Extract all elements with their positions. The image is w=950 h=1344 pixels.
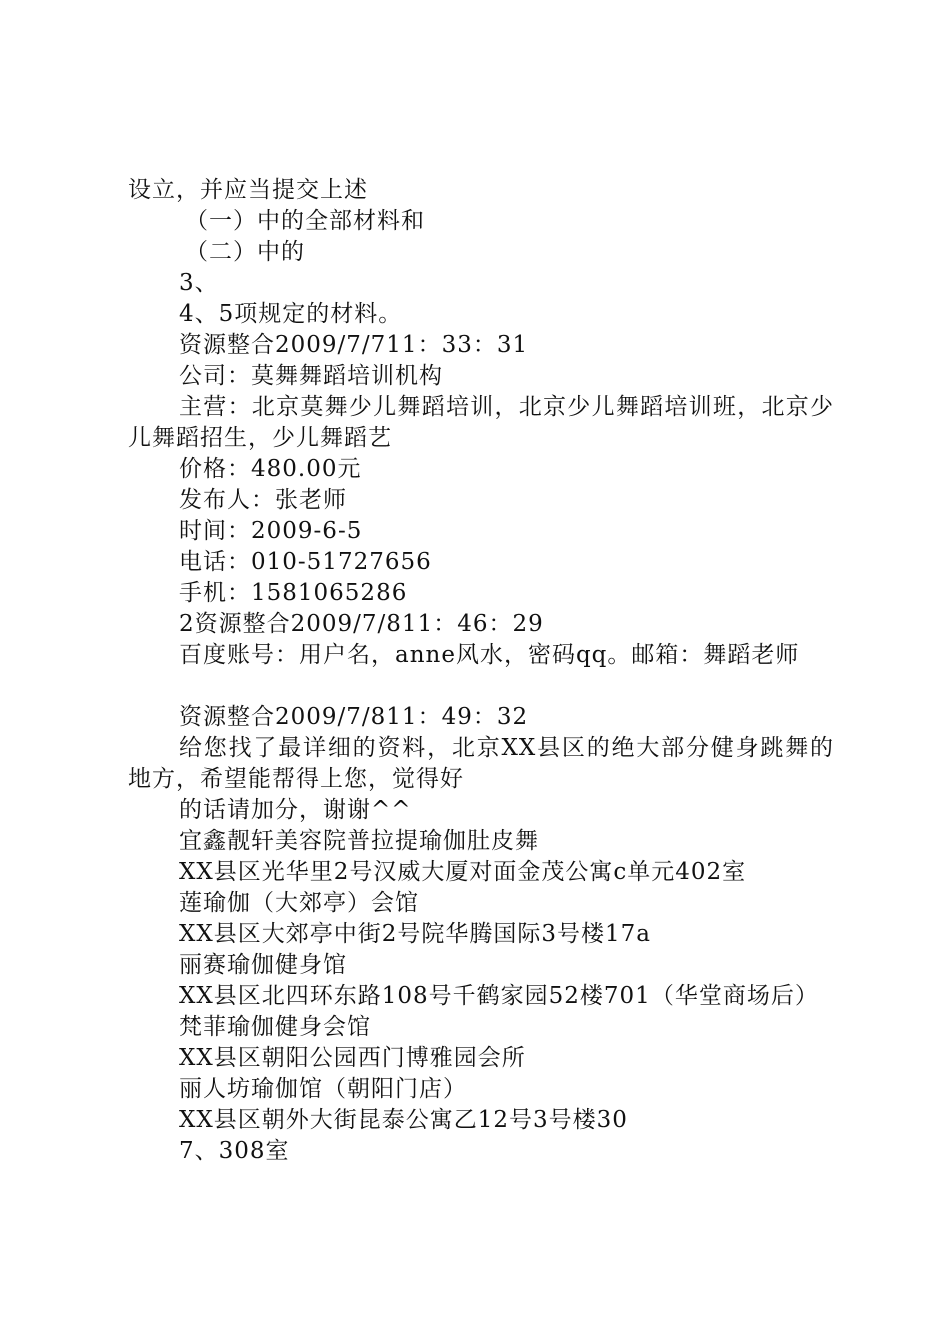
text-line: 设立，并应当提交上述 bbox=[128, 177, 368, 203]
text-line: 梵菲瑜伽健身会馆 bbox=[179, 1014, 371, 1040]
text-line: 丽赛瑜伽健身馆 bbox=[179, 952, 347, 978]
text-line: XX县区朝阳公园西门博雅园会所 bbox=[179, 1045, 526, 1071]
text-line: 手机：1581065286 bbox=[179, 580, 408, 606]
text-line: （一）中的全部材料和 bbox=[185, 208, 425, 234]
text-paragraph: 给您找了最详细的资料，北京XX县区的绝大部分健身跳舞的地方，希望能帮得上您，觉得好 bbox=[128, 735, 834, 792]
document-body bbox=[128, 175, 834, 1167]
text-line: 3、 bbox=[179, 270, 219, 296]
text-paragraph: XX县区北四环东路108号千鹤家园52楼701（华堂商场后） bbox=[179, 983, 819, 1009]
text-line: 价格：480.00元 bbox=[179, 456, 362, 482]
text-line: 百度账号：用户名，anne风水，密码qq。邮箱：舞蹈老师 bbox=[179, 642, 800, 668]
text-line: 7、308室 bbox=[179, 1138, 290, 1164]
text-line: 资源整合2009/7/811：49：32 bbox=[179, 704, 529, 730]
text-line: 宜鑫靓轩美容院普拉提瑜伽肚皮舞 bbox=[179, 828, 539, 854]
text-line: 时间：2009-6-5 bbox=[179, 518, 363, 544]
text-line: 丽人坊瑜伽馆（朝阳门店） bbox=[179, 1076, 467, 1102]
text-line: （二）中的 bbox=[185, 239, 305, 265]
text-line: 2资源整合2009/7/811：46：29 bbox=[179, 611, 544, 637]
text-line: XX县区大郊亭中街2号院华腾国际3号楼17a bbox=[179, 921, 651, 947]
text-paragraph: 主营：北京莫舞少儿舞蹈培训，北京少儿舞蹈培训班，北京少儿舞蹈招生，少儿舞蹈艺 bbox=[128, 394, 834, 451]
text-line: 的话请加分，谢谢^^ bbox=[179, 797, 412, 823]
text-line: 公司：莫舞舞蹈培训机构 bbox=[179, 363, 443, 389]
text-line: 发布人：张老师 bbox=[179, 487, 347, 513]
text-line: 4、5项规定的材料。 bbox=[179, 301, 403, 327]
text-line: XX县区朝外大街昆泰公寓乙12号3号楼30 bbox=[179, 1107, 628, 1133]
text-line: 资源整合2009/7/711：33：31 bbox=[179, 332, 529, 358]
blank-line bbox=[128, 671, 834, 702]
text-line: XX县区光华里2号汉威大厦对面金茂公寓c单元402室 bbox=[179, 859, 747, 885]
text-line: 莲瑜伽（大郊亭）会馆 bbox=[179, 890, 419, 916]
text-line: 电话：010-51727656 bbox=[179, 549, 432, 575]
